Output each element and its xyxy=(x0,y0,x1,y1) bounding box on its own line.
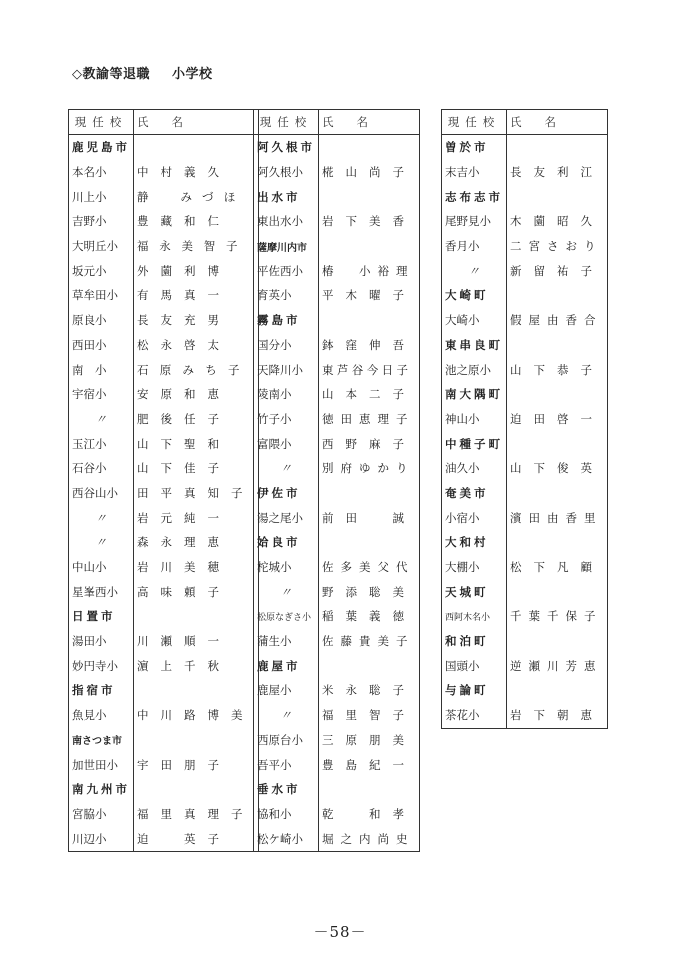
school-cell: 〃 xyxy=(254,456,319,481)
name-cell: 福里智子 xyxy=(322,708,416,723)
table-row xyxy=(254,431,420,456)
school-cell: 魚見小 xyxy=(69,703,134,728)
table-row xyxy=(254,505,420,530)
table-row xyxy=(254,728,420,753)
name-cell: 鉢窪伸吾 xyxy=(322,337,416,352)
city-row-blank xyxy=(507,431,608,456)
table-row xyxy=(69,431,259,456)
school-cell: 坂元小 xyxy=(69,258,134,283)
header-school: 現任校 xyxy=(69,110,134,135)
city-label: 曽於市 xyxy=(442,135,507,160)
table-row xyxy=(69,826,259,851)
school-cell: 〃 xyxy=(69,505,134,530)
table-row xyxy=(69,579,259,604)
city-row xyxy=(442,530,608,555)
city-label: 日置市 xyxy=(69,604,134,629)
school-cell: 湯之尾小 xyxy=(254,505,319,530)
table-row xyxy=(442,555,608,580)
city-row xyxy=(442,135,608,160)
school-cell: 大崎小 xyxy=(442,308,507,333)
city-row xyxy=(254,653,420,678)
table-row xyxy=(254,555,420,580)
name-cell: 乾 和孝 xyxy=(322,806,416,821)
city-row-blank xyxy=(507,382,608,407)
table-header-row xyxy=(442,110,608,135)
city-label: 奄美市 xyxy=(442,481,507,506)
name-cell: 福里真理子 xyxy=(137,806,255,821)
name-cell: 石原みち子 xyxy=(137,362,251,377)
table-row xyxy=(442,505,608,530)
name-cell: 木薗昭久 xyxy=(510,214,604,229)
name-cell: 松下凡顧 xyxy=(510,560,604,575)
table-row xyxy=(442,357,608,382)
school-cell: 西田小 xyxy=(69,333,134,358)
table-row xyxy=(254,209,420,234)
school-cell: 原良小 xyxy=(69,308,134,333)
city-row xyxy=(254,308,420,333)
table-row xyxy=(69,234,259,259)
city-row-blank xyxy=(319,653,420,678)
table-row xyxy=(254,357,420,382)
name-cell: 森永理恵 xyxy=(137,535,231,550)
table-row xyxy=(69,258,259,283)
header-school: 現任校 xyxy=(254,110,319,135)
school-cell: 〃 xyxy=(69,530,134,555)
name-cell: 別府ゆかり xyxy=(322,461,415,476)
table-row xyxy=(442,160,608,185)
name-cell: 宇田朋子 xyxy=(137,757,231,772)
city-label: 南さつま市 xyxy=(69,728,134,753)
name-cell: 平木曜子 xyxy=(322,288,416,303)
city-row-blank xyxy=(319,184,420,209)
school-cell: 大明丘小 xyxy=(69,234,134,259)
city-row-blank xyxy=(507,579,608,604)
city-row xyxy=(69,777,259,802)
city-label: 天城町 xyxy=(442,579,507,604)
retiree-table-column-2 xyxy=(253,109,420,852)
city-row-blank xyxy=(134,678,259,703)
school-cell: 西谷山小 xyxy=(69,481,134,506)
school-cell: 茶花小 xyxy=(442,703,507,728)
table-row xyxy=(254,703,420,728)
table-row xyxy=(254,283,420,308)
name-cell: 川瀬順一 xyxy=(137,634,231,649)
name-cell: 逆瀬川芳恵 xyxy=(510,658,603,673)
table-row xyxy=(69,481,259,506)
name-cell: 岩川美穂 xyxy=(137,560,231,575)
city-label: 大崎町 xyxy=(442,283,507,308)
name-cell: 長友充男 xyxy=(137,313,231,328)
section-subtitle: 小学校 xyxy=(172,67,213,82)
name-cell: 中川路博美 xyxy=(137,708,255,723)
school-cell: 石谷小 xyxy=(69,456,134,481)
retiree-table-column-1 xyxy=(68,109,259,852)
table-row xyxy=(69,505,259,530)
school-cell: 吉野小 xyxy=(69,209,134,234)
school-cell: 妙円寺小 xyxy=(69,653,134,678)
header-name xyxy=(507,110,608,135)
school-cell: 松ケ崎小 xyxy=(254,826,319,851)
section-heading xyxy=(72,63,213,82)
school-cell: 宮脇小 xyxy=(69,802,134,827)
city-row xyxy=(254,530,420,555)
table-row xyxy=(254,456,420,481)
city-row xyxy=(442,481,608,506)
city-row xyxy=(254,481,420,506)
section-title: ◇教諭等退職 xyxy=(72,67,150,82)
city-row xyxy=(254,777,420,802)
table-header-row xyxy=(69,110,259,135)
city-label: 南大隅町 xyxy=(442,382,507,407)
school-cell: 本名小 xyxy=(69,160,134,185)
table-row xyxy=(69,308,259,333)
school-cell: 玉江小 xyxy=(69,431,134,456)
city-row xyxy=(442,579,608,604)
school-cell: 育英小 xyxy=(254,283,319,308)
school-cell: 鹿屋小 xyxy=(254,678,319,703)
school-cell: 富隈小 xyxy=(254,431,319,456)
city-row-blank xyxy=(507,678,608,703)
name-cell: 徳田恵理子 xyxy=(322,411,415,426)
city-label: 東串良町 xyxy=(442,333,507,358)
name-cell: 椛山尚子 xyxy=(322,165,416,180)
header-name-label: 氏 名 xyxy=(510,115,556,129)
name-cell: 濵上千秋 xyxy=(137,658,231,673)
table-row xyxy=(69,703,259,728)
page-number: －58－ xyxy=(313,923,367,941)
city-row-blank xyxy=(507,530,608,555)
school-cell: 天降川小 xyxy=(254,357,319,382)
city-label: 南九州市 xyxy=(69,777,134,802)
school-cell: 大棚小 xyxy=(442,555,507,580)
name-cell: 千葉千保子 xyxy=(510,609,603,624)
school-cell: 〃 xyxy=(254,579,319,604)
name-cell: 佐多美父代 xyxy=(322,560,415,575)
retiree-table-column-3 xyxy=(441,109,608,729)
name-cell: 濱田由香里 xyxy=(510,510,603,525)
city-row-blank xyxy=(319,135,420,160)
table-row xyxy=(69,653,259,678)
city-row-blank xyxy=(507,629,608,654)
table-header-row xyxy=(254,110,420,135)
name-cell: 中村義久 xyxy=(137,165,231,180)
table-row xyxy=(442,234,608,259)
city-row-blank xyxy=(319,481,420,506)
name-cell: 假屋由香合 xyxy=(510,313,603,328)
school-cell: 協和小 xyxy=(254,802,319,827)
name-cell: 静 みづほ xyxy=(137,189,246,204)
table-row xyxy=(69,160,259,185)
school-cell: 香月小 xyxy=(442,234,507,259)
school-cell: 小宿小 xyxy=(442,505,507,530)
header-name-label: 氏 名 xyxy=(322,115,368,129)
name-cell: 椿 小裕理 xyxy=(322,263,415,278)
city-label: 鹿屋市 xyxy=(254,653,319,678)
name-cell: 豊島紀一 xyxy=(322,757,416,772)
city-row-blank xyxy=(319,308,420,333)
table-row xyxy=(254,160,420,185)
table-row xyxy=(254,258,420,283)
school-cell: 南 小 xyxy=(69,357,134,382)
city-row-blank xyxy=(507,283,608,308)
school-cell: 神山小 xyxy=(442,407,507,432)
name-cell: 迫 英子 xyxy=(137,831,231,846)
city-label: 与論町 xyxy=(442,678,507,703)
table-row xyxy=(69,555,259,580)
school-cell: 吾平小 xyxy=(254,752,319,777)
city-row xyxy=(442,629,608,654)
school-cell: 国頭小 xyxy=(442,653,507,678)
name-cell: 有馬真一 xyxy=(137,288,231,303)
name-cell: 山下恭子 xyxy=(510,362,604,377)
city-label: 志布志市 xyxy=(442,184,507,209)
name-cell: 田平真知子 xyxy=(137,485,255,500)
city-row xyxy=(69,135,259,160)
table-row xyxy=(254,826,420,851)
table-row xyxy=(69,456,259,481)
name-cell: 福永美智子 xyxy=(137,239,249,254)
school-cell: 竹子小 xyxy=(254,407,319,432)
table-row xyxy=(254,629,420,654)
name-cell: 山下聖和 xyxy=(137,436,231,451)
name-cell: 三原朋美 xyxy=(322,732,416,747)
table-row xyxy=(254,752,420,777)
table-row xyxy=(442,407,608,432)
table-row xyxy=(442,653,608,678)
table-row xyxy=(254,604,420,629)
name-cell: 野添聡美 xyxy=(322,584,416,599)
school-cell: 星峯西小 xyxy=(69,579,134,604)
school-cell: 平佐西小 xyxy=(254,258,319,283)
table-row xyxy=(69,357,259,382)
school-cell: 東出水小 xyxy=(254,209,319,234)
school-cell: 川辺小 xyxy=(69,826,134,851)
table-row xyxy=(69,752,259,777)
city-label: 和泊町 xyxy=(442,629,507,654)
name-cell: 山本二子 xyxy=(322,387,416,402)
school-cell: 西原台小 xyxy=(254,728,319,753)
table-row xyxy=(442,604,608,629)
name-cell: 稲葉義徳 xyxy=(322,609,416,624)
city-label: 中種子町 xyxy=(442,431,507,456)
header-name-label: 氏 名 xyxy=(137,115,183,129)
table-row xyxy=(69,184,259,209)
table-row xyxy=(254,678,420,703)
school-cell: 尾野見小 xyxy=(442,209,507,234)
name-cell: 豊藏和仁 xyxy=(137,214,231,229)
table-row xyxy=(254,802,420,827)
city-row xyxy=(442,431,608,456)
name-cell: 新留祐子 xyxy=(510,263,604,278)
table-row xyxy=(69,629,259,654)
school-cell: 〃 xyxy=(69,407,134,432)
city-row xyxy=(442,184,608,209)
name-cell: 松永啓太 xyxy=(137,337,231,352)
name-cell: 外薗利博 xyxy=(137,263,231,278)
city-row-blank xyxy=(134,135,259,160)
name-cell: 長友利江 xyxy=(510,165,604,180)
name-cell: 迫田啓一 xyxy=(510,411,604,426)
city-label: 垂水市 xyxy=(254,777,319,802)
name-cell: 岩下朝恵 xyxy=(510,708,604,723)
city-row-blank xyxy=(134,604,259,629)
header-name xyxy=(134,110,259,135)
school-cell: 湯田小 xyxy=(69,629,134,654)
city-label: 姶良市 xyxy=(254,530,319,555)
city-row-blank xyxy=(507,135,608,160)
city-label: 大和村 xyxy=(442,530,507,555)
name-cell: 肥後任子 xyxy=(137,411,231,426)
school-cell: 国分小 xyxy=(254,333,319,358)
city-row-blank xyxy=(507,333,608,358)
table-row xyxy=(442,308,608,333)
school-cell: 柁城小 xyxy=(254,555,319,580)
school-cell: 油久小 xyxy=(442,456,507,481)
school-cell: 中山小 xyxy=(69,555,134,580)
table-row xyxy=(442,703,608,728)
city-label: 伊佐市 xyxy=(254,481,319,506)
table-row xyxy=(442,258,608,283)
name-cell: 米永聡子 xyxy=(322,683,416,698)
city-row xyxy=(69,678,259,703)
table-row xyxy=(69,382,259,407)
school-cell: 阿久根小 xyxy=(254,160,319,185)
city-row-blank xyxy=(319,777,420,802)
table-row xyxy=(254,333,420,358)
table-row xyxy=(69,530,259,555)
header-school: 現任校 xyxy=(442,110,507,135)
city-row xyxy=(442,678,608,703)
city-row xyxy=(442,382,608,407)
name-cell: 山下俊英 xyxy=(510,461,604,476)
city-row-blank xyxy=(134,777,259,802)
table-row xyxy=(254,579,420,604)
school-cell: 西阿木名小 xyxy=(442,604,507,629)
city-row-blank xyxy=(134,728,259,753)
school-cell: 蒲生小 xyxy=(254,629,319,654)
name-cell: 高味頼子 xyxy=(137,584,231,599)
name-cell: 岩元純一 xyxy=(137,510,231,525)
table-row xyxy=(254,382,420,407)
city-row-blank xyxy=(507,481,608,506)
table-row xyxy=(69,407,259,432)
table-row xyxy=(69,283,259,308)
school-cell: 末吉小 xyxy=(442,160,507,185)
city-row xyxy=(69,728,259,753)
table-row xyxy=(442,456,608,481)
city-label: 霧島市 xyxy=(254,308,319,333)
city-row-blank xyxy=(319,234,420,259)
city-label: 指宿市 xyxy=(69,678,134,703)
name-cell: 堀之内尚史 xyxy=(322,831,415,846)
name-cell: 東芦谷今日子 xyxy=(322,362,412,377)
school-cell: 陵南小 xyxy=(254,382,319,407)
name-cell: 安原和恵 xyxy=(137,387,231,402)
table-row xyxy=(69,333,259,358)
school-cell: 〃 xyxy=(442,258,507,283)
city-row xyxy=(254,184,420,209)
name-cell: 岩下美香 xyxy=(322,214,416,229)
city-row-blank xyxy=(507,184,608,209)
city-row xyxy=(442,333,608,358)
name-cell: 前田 誠 xyxy=(322,510,416,525)
school-cell: 加世田小 xyxy=(69,752,134,777)
header-name xyxy=(319,110,420,135)
school-cell: 宇宿小 xyxy=(69,382,134,407)
city-label: 出水市 xyxy=(254,184,319,209)
school-cell: 川上小 xyxy=(69,184,134,209)
city-row xyxy=(254,234,420,259)
city-row xyxy=(442,283,608,308)
city-row-blank xyxy=(319,530,420,555)
city-row xyxy=(69,604,259,629)
city-label: 阿久根市 xyxy=(254,135,319,160)
school-cell: 池之原小 xyxy=(442,357,507,382)
name-cell: 二宮さおり xyxy=(510,239,603,254)
table-row xyxy=(442,209,608,234)
city-label: 鹿児島市 xyxy=(69,135,134,160)
table-row xyxy=(254,407,420,432)
school-cell: 草牟田小 xyxy=(69,283,134,308)
city-label: 薩摩川内市 xyxy=(254,234,319,259)
school-cell: 〃 xyxy=(254,703,319,728)
school-cell: 松原なぎさ小 xyxy=(254,604,319,629)
name-cell: 西野麻子 xyxy=(322,436,416,451)
city-row xyxy=(254,135,420,160)
table-row xyxy=(69,802,259,827)
name-cell: 山下佳子 xyxy=(137,461,231,476)
table-row xyxy=(69,209,259,234)
name-cell: 佐藤貴美子 xyxy=(322,634,415,649)
